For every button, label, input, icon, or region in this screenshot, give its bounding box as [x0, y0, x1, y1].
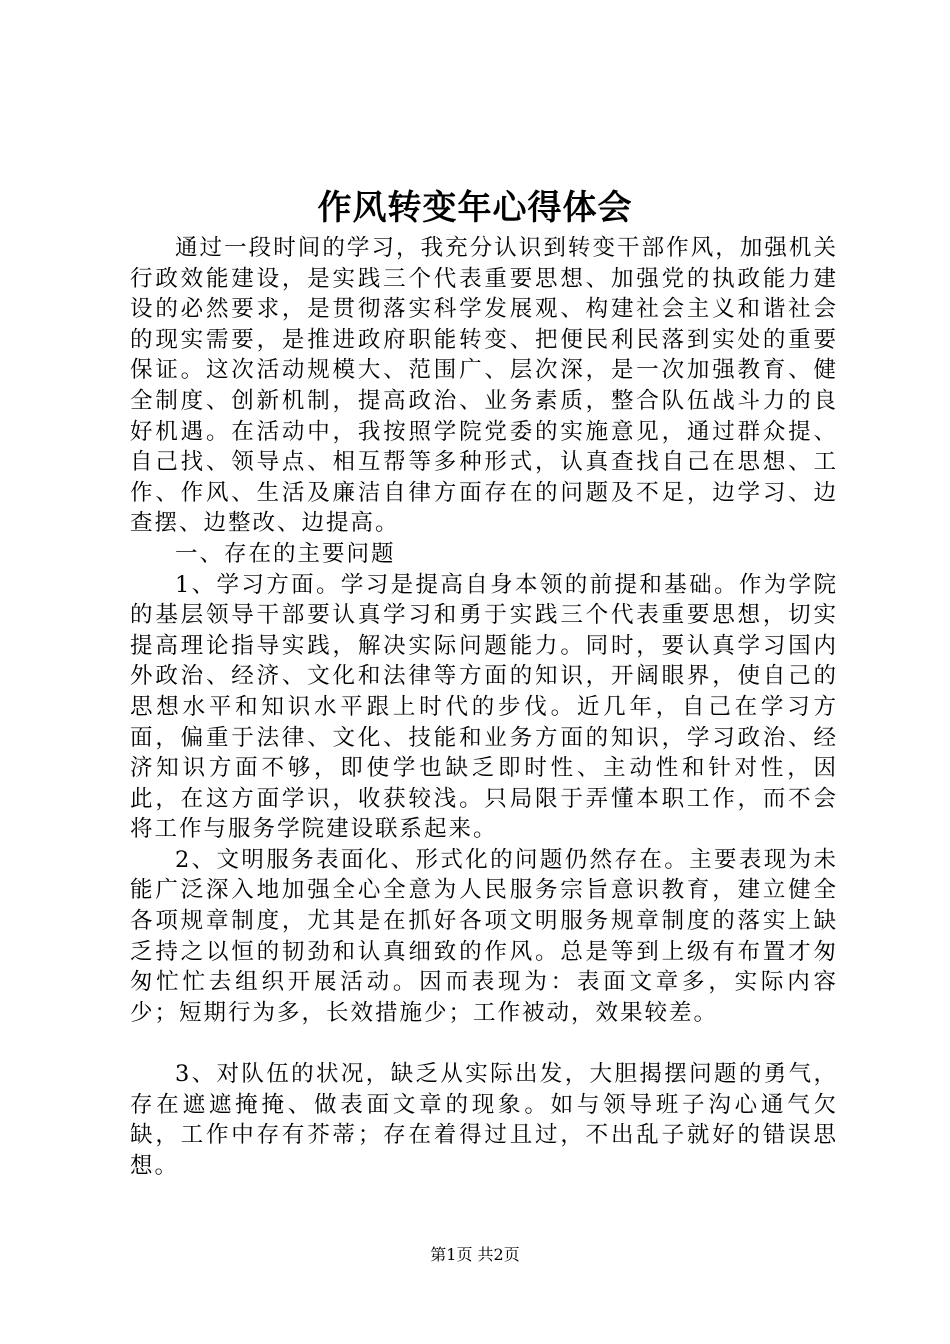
document-title: 作风转变年心得体会 — [317, 188, 633, 228]
page-number-footer: 第1页 共2页 — [430, 1245, 520, 1264]
document-body — [130, 233, 838, 1181]
intro-paragraph: 通过一段时间的学习，我充分认识到转变干部作风，加强机关行政效能建设，是实践三个代表重要思想、加强党的执政能力建设的必然要求，是贯彻落实科学发展观、构建社会主义和谐社会的现实需要，是推进政府职能转变、把便民利民落到实处的重要保证。这次活动规模大、范围广、层次深，是一次加强教育、健全制度、创新机制，提高政治、业务素质，整合队伍战斗力的良好机遇。在活动中，我按照学院党委的实施意见，通过群众提、自己找、领导点、相互帮等多种形式，认真查找自己在思想、工作、作风、生活及廉洁自律方面存在的问题及不足，边学习、边查摆、边整改、边提高。 — [130, 235, 838, 537]
section-heading-problems: 一、存在的主要问题 — [175, 540, 396, 567]
paragraph-civilized-service: 2、文明服务表面化、形式化的问题仍然存在。主要表现为未能广泛深入地加强全心全意为人民服务宗旨意识教育，建立健全各项规章制度，尤其是在抓好各项文明服务规章制度的落实上缺乏持之以恒的韧劲和认真细致的作风。总是等到上级有布置才匆匆忙忙去组织开展活动。因而表现为：表面文章多，实际内容少；短期行为多，长效措施少；工作被动，效果较差。 — [130, 846, 838, 1026]
paragraph-team-status: 3、对队伍的状况，缺乏从实际出发，大胆揭摆问题的勇气，存在遮遮掩掩、做表面文章的现象。如与领导班子沟心通气欠缺，工作中存有芥蒂；存在着得过且过，不出乱子就好的错误思想。 — [130, 1061, 838, 1179]
paragraph-study: 1、学习方面。学习是提高自身本领的前提和基础。作为学院的基层领导干部要认真学习和勇于实践三个代表重要思想，切实提高理论指导实践，解决实际问题能力。同时，要认真学习国内外政治、经济、文化和法律等方面的知识，开阔眼界，使自己的思想水平和知识水平跟上时代的步伐。近几年，自己在学习方面，偏重于法律、文化、技能和业务方面的知识，学习政治、经济知识方面不够，即使学也缺乏即时性、主动性和针对性，因此，在这方面学识，收获较浅。只局限于弄懂本职工作，而不会将工作与服务学院建设联系起来。 — [130, 571, 838, 843]
